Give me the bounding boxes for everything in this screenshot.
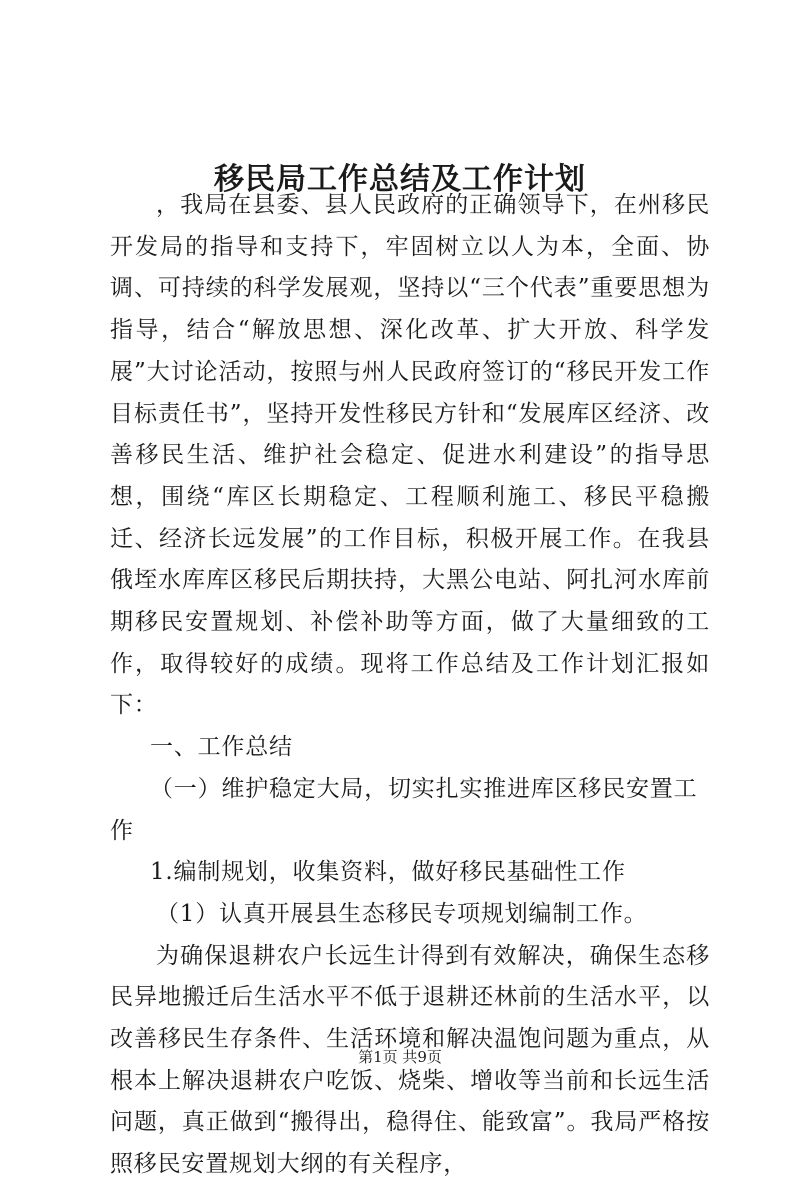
document-title: 移民局工作总结及工作计划	[214, 162, 586, 198]
intro-paragraph: ，我局在县委、县人民政府的正确领导下，在州移民开发局的指导和支持下，牢固树立以人为本，全面、协调、可持续的科学发展观，坚持以“三个代表”重要思想为指导，结合“解放思想、深化改革、扩大开放、科学发展”大讨论活动，按照与州人民政府签订的“移民开发工作目标责任书”，坚持开发性移民方针和“发展库区经济、改善移民生活、维护社会稳定、促进水利建设”的指导思想，围绕“库区长期稳定、工程顺利施工、移民平稳搬迁、经济长远发展”的工作目标，积极开展工作。在我县俄垤水库库区移民后期扶持，大黑公电站、阿扎河水库前期移民安置规划、补偿补助等方面，做了大量细致的工作，取得较好的成绩。现将工作总结及工作计划汇报如下：	[110, 192, 710, 719]
detail-paragraph: 为确保退耕农户长远生计得到有效解决，确保生态移民异地搬迁后生活水平不低于退耕还林前的生活水平，以改善移民生存条件、生活环境和解决温饱问题为重点，从根本上解决退耕农户吃饭、烧柴、增收等当前和长远生活问题，真正做到“搬得出，稳得住、能致富”。我局严格按照移民安置规划大纲的有关程序，	[110, 942, 710, 1178]
section-heading: 一、工作总结	[150, 734, 293, 761]
page-footer: 第1页 共9页	[358, 1048, 442, 1066]
document-body	[110, 185, 710, 1186]
item-heading: 1.编制规划，收集资料，做好移民基础性工作	[150, 859, 626, 886]
subitem-heading: （1）认真开展县生态移民专项规划编制工作。	[156, 900, 648, 927]
subsection-heading: （一）维护稳定大局，切实扎实推进库区移民安置工作	[110, 775, 698, 844]
